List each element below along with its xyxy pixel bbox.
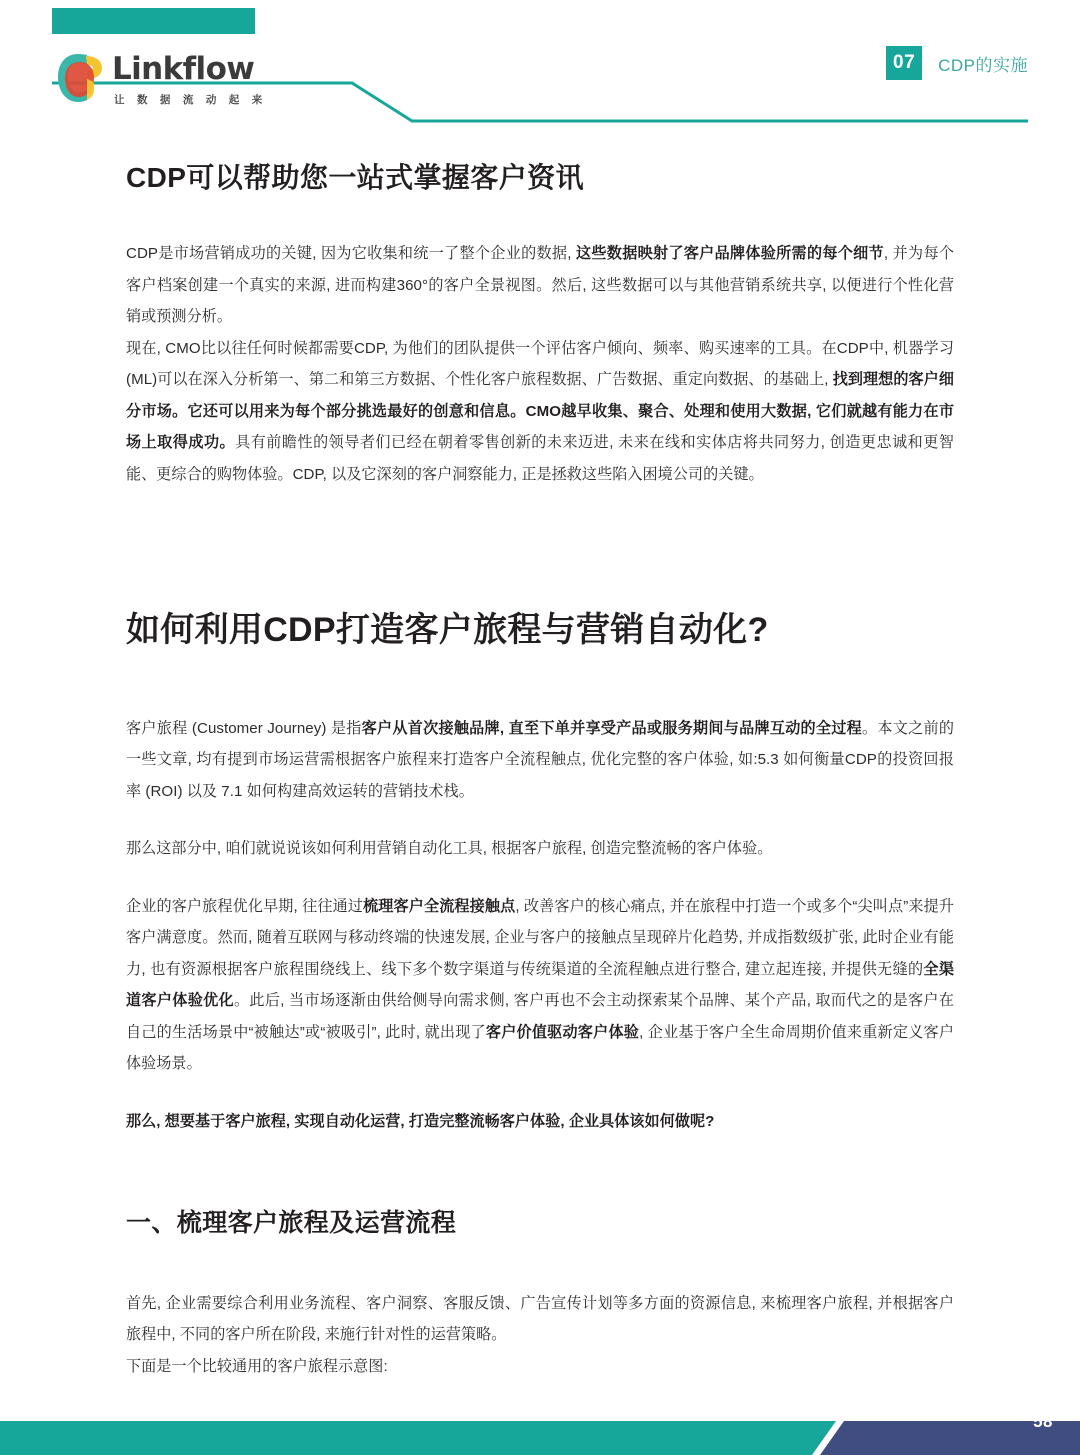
text-run: CDP是市场营销成功的关键, 因为它收集和统一了整个企业的数据, bbox=[126, 245, 577, 263]
spacer bbox=[126, 490, 954, 608]
text-run: , 改善客户的核心痛点, 并在旅程中打造一个或多个“尖叫点”来提升客户满意度。然而, 随着互联网与移动终端的快速发展, 企业与客户的接触点呈现碎片化趋势, 并成指数级扩张, 此时企业有能力, 也有资源根据客户旅程围绕线上、线下多个数字渠道与传统渠道的全流程触点进行整合, 建立起连接, 并提供无缝的 bbox=[126, 897, 954, 978]
text-run-bold: 客户从首次接触品牌, 直至下单并享受产品或服务期间与品牌互动的全过程 bbox=[361, 719, 863, 737]
text-run-bold: 全渠道客户体验优化 bbox=[126, 960, 954, 1010]
text-run: 客户旅程 (Customer Journey) 是指 bbox=[126, 719, 362, 737]
text-run: 。本文之前的一些文章, 均有提到市场运营需根据客户旅程来打造客户全流程触点, 优化完整的客户体验, 如:5.3 如何衡量CDP的投资回报率 (ROI) 以及 7.1 如何构建高效运转的营销技术栈。 bbox=[126, 719, 955, 800]
paragraph-1-1 bbox=[126, 238, 954, 333]
spacer bbox=[126, 196, 954, 238]
logo-wordmark: Linkflow bbox=[112, 51, 255, 87]
logo-tagline: 让 数 据 流 动 起 来 bbox=[114, 94, 267, 106]
page-footer bbox=[0, 1399, 1080, 1455]
text-run: 现在, CMO比以往任何时候都需要CDP, 为他们的团队提供一个评估客户倾向、频率、购买速率的工具。在CDP中, 机器学习(ML)可以在深入分析第一、第二和第三方数据、个性化客户旅程数据、广告数据、重定向数据、的基础上, bbox=[126, 339, 954, 389]
chapter-indicator bbox=[886, 46, 1028, 80]
spacer bbox=[126, 807, 954, 833]
header-accent-block bbox=[52, 8, 255, 34]
chapter-label: CDP的实施 bbox=[938, 55, 1028, 75]
chapter-number-badge: 07 bbox=[886, 46, 922, 80]
text-run: , 企业基于客户全生命周期价值来重新定义客户体验场景。 bbox=[126, 1023, 954, 1073]
page-number: 58 bbox=[1033, 1412, 1053, 1431]
text-run-bold: 梳理客户全流程接触点 bbox=[363, 897, 516, 915]
paragraph-2-2: 那么这部分中, 咱们就说说该如何利用营销自动化工具, 根据客户旅程, 创造完整流畅的客户体验。 bbox=[126, 840, 773, 858]
section-title-3: 一、梳理客户旅程及运营流程 bbox=[126, 1209, 457, 1238]
paragraph-3-1: 首先, 企业需要综合利用业务流程、客户洞察、客服反馈、广告宣传计划等多方面的资源信息, 来梳理客户旅程, 并根据客户旅程中, 不同的客户所在阶段, 来施行针对性的运营策略。 bbox=[126, 1294, 954, 1344]
text-run-bold: 这些数据映射了客户品牌体验所需的每个细节 bbox=[576, 245, 884, 263]
spacer bbox=[126, 1080, 954, 1106]
paragraph-2-1 bbox=[126, 713, 954, 808]
text-run-bold: 客户价值驱动客户体验 bbox=[485, 1023, 640, 1041]
section-title-2: 如何利用CDP打造客户旅程与营销自动化? bbox=[126, 611, 769, 650]
text-run-bold: 那么, 想要基于客户旅程, 实现自动化运营, 打造完整流畅客户体验, 企业具体该如何做呢? bbox=[126, 1112, 715, 1130]
page-content bbox=[126, 160, 954, 1382]
spacer bbox=[126, 865, 954, 891]
text-run: 。此后, 当市场逐渐由供给侧导向需求侧, 客户再也不会主动探索某个品牌、某个产品, 取而代之的是客户在自己的生活场景中“被触达”或“被吸引”, 此时, 就出现了 bbox=[126, 992, 954, 1041]
paragraph-2-3 bbox=[126, 891, 954, 1080]
text-run: 具有前瞻性的领导者们已经在朝着零售创新的未来迈进, 未来在线和实体店将共同努力, 创造更忠诚和更智能、更综合的购物体验。CDP, 以及它深刻的客户洞察能力, 正是拯救这些陷入困境公司的关键。 bbox=[126, 434, 954, 483]
section-title-1: CDP可以帮助您一站式掌握客户资讯 bbox=[126, 162, 584, 193]
paragraph-1-2 bbox=[126, 333, 954, 491]
text-run: , 并为每个客户档案创建一个真实的来源, 进而构建360°的客户全景视图。然后, 这些数据可以与其他营销系统共享, 以便进行个性化营销或预测分析。 bbox=[126, 245, 954, 326]
text-run-bold: 找到理想的客户细分市场。它还可以用来为每个部分挑选最好的创意和信息。CMO越早收集、聚合、处理和使用大数据, 它们就越有能力在市场上取得成功。 bbox=[126, 371, 954, 452]
linkflow-logo bbox=[56, 50, 267, 112]
spacer bbox=[126, 1240, 954, 1288]
text-run: 企业的客户旅程优化早期, 往往通过 bbox=[126, 897, 364, 915]
spacer bbox=[126, 1137, 954, 1207]
paragraph-2-4 bbox=[126, 1106, 954, 1138]
spacer bbox=[126, 653, 954, 713]
linkflow-logo-mark-icon bbox=[56, 52, 106, 104]
paragraph-3-2: 下面是一个比较通用的客户旅程示意图: bbox=[126, 1357, 388, 1375]
